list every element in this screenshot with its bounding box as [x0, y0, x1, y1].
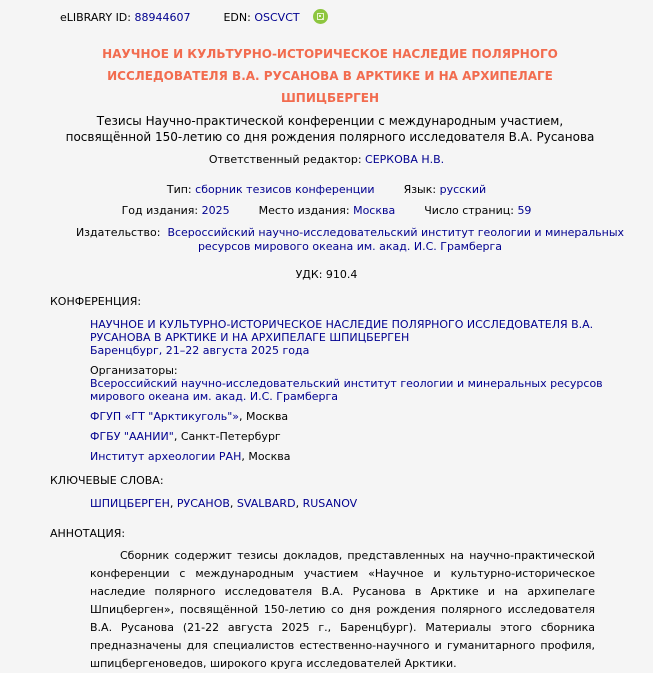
type-label: Тип:	[166, 183, 192, 196]
year-label: Год издания:	[121, 204, 199, 217]
year-value: 2025	[201, 204, 230, 217]
editor-label: Ответственный редактор:	[208, 153, 362, 166]
keywords-list: ШПИЦБЕРГЕН, РУСАНОВ, SVALBARD, RUSANOV	[90, 497, 358, 510]
keyword-link[interactable]: SVALBARD	[236, 497, 296, 510]
organizers-label: Организаторы:	[90, 364, 178, 377]
type-value: сборник тезисов конференции	[195, 183, 375, 196]
keywords-label: КЛЮЧЕВЫЕ СЛОВА:	[50, 474, 164, 487]
language-label: Язык:	[403, 183, 437, 196]
pages-value: 59	[517, 204, 532, 217]
organizer-link[interactable]: Институт археологии РАН	[90, 450, 242, 463]
organizer-link[interactable]: ФГБУ "ААНИИ"	[90, 430, 174, 443]
keyword-link[interactable]: RUSANOV	[302, 497, 358, 510]
organizer-link[interactable]: Всероссийский научно-исследовательский институт геологии и минеральных ресурсов мирового океана им. акад. И.С. Грамберга	[90, 377, 603, 403]
edn-link[interactable]: OSCVCT	[254, 11, 300, 24]
pages-label: Число страниц:	[424, 204, 514, 217]
organizer-city: , Москва	[239, 410, 289, 423]
organizer-city: , Санкт-Петербург	[173, 430, 281, 443]
id-bar	[60, 9, 328, 24]
type-line	[0, 183, 653, 197]
language-value: русский	[439, 183, 487, 196]
edn-label: EDN:	[223, 11, 251, 24]
udk-label: УДК:	[295, 268, 323, 281]
subtitle: Тезисы Научно-практической конференции с международным участием, посвящённой 150-летию со дня рождения полярного исследователя В.А. Русанова	[65, 114, 595, 144]
keyword-link[interactable]: ШПИЦБЕРГЕН	[90, 497, 170, 510]
udk-line	[0, 268, 653, 282]
place-label: Место издания:	[258, 204, 350, 217]
publisher-line	[60, 226, 640, 254]
conference-place-date: Баренцбург, 21–22 августа 2025 года	[90, 344, 310, 357]
conference-link[interactable]: НАУЧНОЕ И КУЛЬТУРНО-ИСТОРИЧЕСКОЕ НАСЛЕДИЕ ПОЛЯРНОГО ИССЛЕДОВАТЕЛЯ В.А. РУСАНОВА В АРКТИКЕ И НА АРХИПЕЛАГЕ ШПИЦБЕРГЕН	[90, 318, 594, 344]
editor-line	[0, 153, 653, 167]
organizer-link[interactable]: ФГУП «ГТ "Арктикуголь"»	[90, 410, 240, 423]
place-value: Москва	[353, 204, 396, 217]
udk-value: 910.4	[325, 268, 358, 281]
conference-block	[90, 318, 610, 470]
editor-link[interactable]: СЕРКОВА Н.В.	[365, 153, 445, 166]
conference-label: КОНФЕРЕНЦИЯ:	[50, 295, 142, 308]
elibrary-id-link[interactable]: 88944607	[134, 11, 191, 24]
publisher-link[interactable]: Всероссийский научно-исследовательский институт геологии и минеральных ресурсов мирового океана им. акад. И.С. Грамберга	[167, 226, 625, 253]
annotation-text: Сборник содержит тезисы докладов, представленных на научно-практической конференции с международным участием «Научное и культурно-историческое наследие полярного исследователя В.А. Русанова в Арктике и на архипелаге Шпицберген», посвящённой 150-летию со дня рождения полярного исследователя В.А. Русанова (21-22 августа 2025 г., Баренцбург). Материалы этого сборника предназначены для специалистов естественно-научного и гуманитарного профиля, шпицбергеноведов, широкого круга исследователей Арктики.	[90, 549, 595, 670]
organizer-city: , Москва	[241, 450, 291, 463]
year-line	[0, 204, 653, 218]
elibrary-id-label: eLIBRARY ID:	[60, 11, 131, 24]
publisher-label: Издательство:	[75, 226, 161, 239]
qr-code-icon[interactable]	[313, 9, 328, 24]
annotation-label: АННОТАЦИЯ:	[50, 527, 126, 540]
page-title: НАУЧНОЕ И КУЛЬТУРНО-ИСТОРИЧЕСКОЕ НАСЛЕДИЕ ПОЛЯРНОГО ИССЛЕДОВАТЕЛЯ В.А. РУСАНОВА В АРКТИКЕ И НА АРХИПЕЛАГЕ ШПИЦБЕРГЕН	[102, 47, 558, 105]
keyword-link[interactable]: РУСАНОВ	[176, 497, 230, 510]
